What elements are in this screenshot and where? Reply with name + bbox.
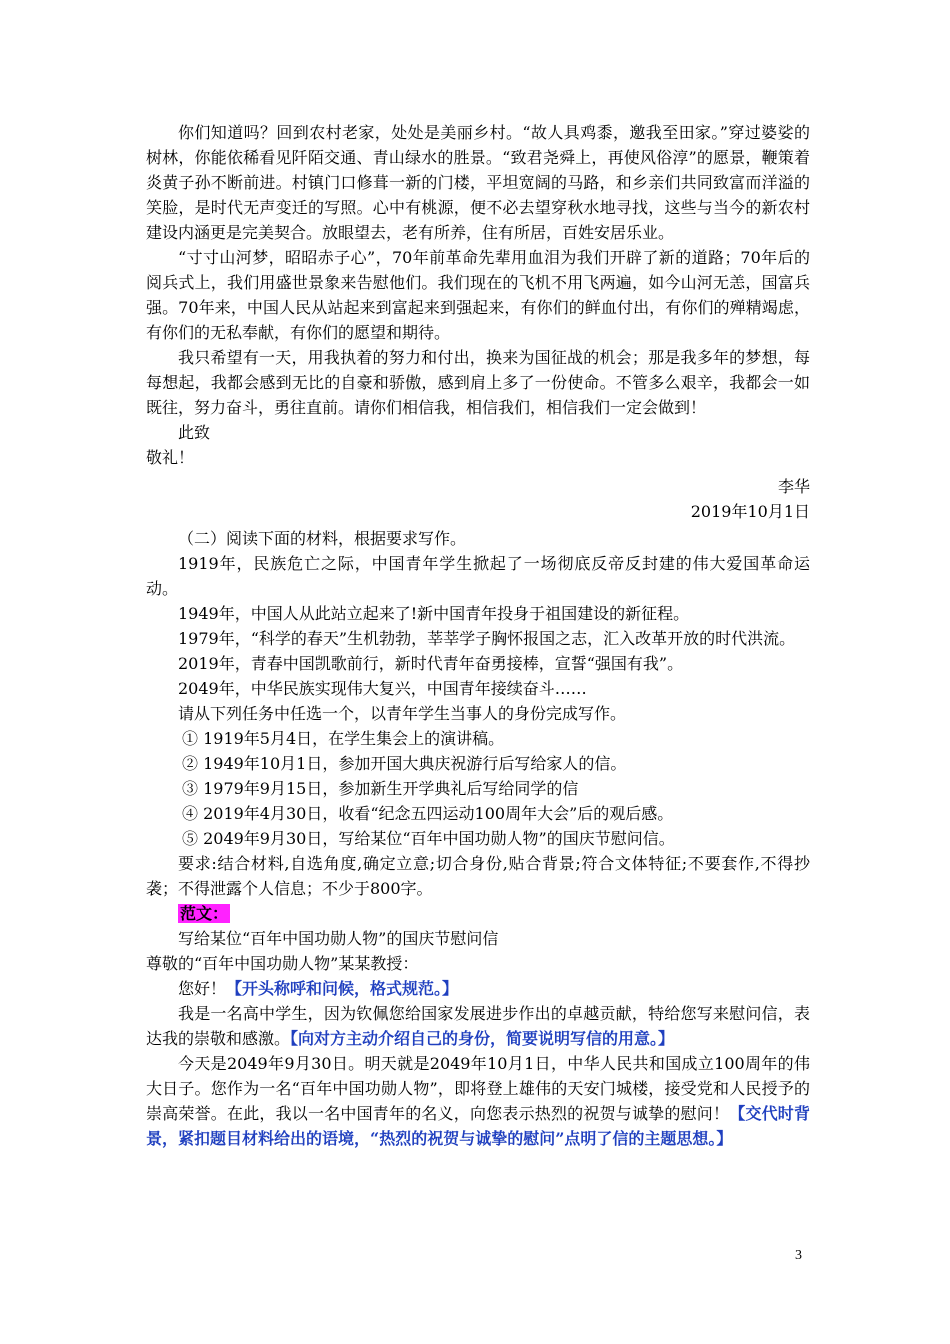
material-1949: 1949年，中国人从此站立起来了!新中国青年投身于祖国建设的新征程。 bbox=[178, 604, 690, 623]
letter-closing-ci-zhi: 此致 bbox=[178, 423, 211, 442]
letter-paragraph-rural: 你们知道吗？回到农村老家，处处是美丽乡村。“故人具鸡黍，邀我至田家。”穿过婆娑的树林，你能依稀看见阡陌交通、青山绿水的胜景。“致君尧舜上，再使风俗淳”的愿景，鞭策着炎黄子孙不断前进。村镇门口修葺一新的门楼，平坦宽阔的马路，和乡亲们共同致富而洋溢的笑脸，是时代无声变迁的写照。心中有桃源，便不必去望穿秋水地寻找，这些与当今的新农村建设内涵更是完美契合。放眼望去，老有所养，住有所居，百姓安居乐业。 bbox=[146, 123, 810, 242]
sample-paragraph-2-note: 【交代时背景，紧扣题目材料给出的语境，“热烈的祝贺与诚挚的慰问”点明了信的主题思想。】 bbox=[146, 1104, 810, 1148]
sample-label: 范文： bbox=[180, 904, 229, 923]
material-1919: 1919年，民族危亡之际，中国青年学生掀起了一场彻底反帝反封建的伟大爱国革命运动。 bbox=[146, 554, 810, 598]
task-option-2: ② 1949年10月1日，参加开国大典庆祝游行后写给家人的信。 bbox=[182, 754, 627, 773]
material-2049: 2049年，中华民族实现伟大复兴，中国青年接续奋斗…… bbox=[178, 679, 587, 698]
sample-paragraph-1-text: 我是一名高中学生，因为钦佩您给国家发展进步作出的卓越贡献，特给您写来慰问信，表达我的崇敬和感激。 bbox=[146, 1004, 810, 1048]
task-option-1: ① 1919年5月4日，在学生集会上的演讲稿。 bbox=[182, 729, 505, 748]
letter-closing-jing-li: 敬礼！ bbox=[146, 448, 195, 467]
letter-paragraph-dream: 我只希望有一天，用我执着的努力和付出，换来为国征战的机会；那是我多年的梦想，每每想起，我都会感到无比的自豪和骄傲，感到肩上多了一份使命。不管多么艰辛，我都会一如既往，努力奋斗，勇往直前。请你们相信我，相信我们，相信我们一定会做到！ bbox=[146, 348, 810, 417]
sample-salutation: 尊敬的“百年中国功勋人物”某某教授： bbox=[146, 954, 419, 973]
material-1979: 1979年，“科学的春天”生机勃勃，莘莘学子胸怀报国之志，汇入改革开放的时代洪流。 bbox=[178, 629, 796, 648]
page-content bbox=[146, 120, 810, 1151]
sample-greeting-line bbox=[146, 976, 810, 1001]
letter-paragraph-history: “寸寸山河梦，昭昭赤子心”，70年前革命先辈用血泪为我们开辟了新的道路；70年后的阅兵式上，我们用盛世景象来告慰他们。我们现在的飞机不用飞两遍，如今山河无恙，国富兵强。70年来，中国人民从站起来到富起来到强起来，有你们的鲜血付出，有你们的殚精竭虑，有你们的无私奉献，有你们的愿望和期待。 bbox=[146, 248, 810, 342]
sample-paragraph-1-note: 【向对方主动介绍自己的身份，简要说明写信的用意。】 bbox=[290, 1029, 675, 1048]
sample-greeting: 您好！ bbox=[178, 979, 227, 998]
sample-paragraph-1 bbox=[146, 1001, 810, 1051]
task-heading: （二）阅读下面的材料，根据要求写作。 bbox=[178, 529, 467, 548]
sample-title: 写给某位“百年中国功勋人物”的国庆节慰问信 bbox=[178, 929, 499, 948]
page-number: 3 bbox=[795, 1248, 802, 1263]
letter-date: 2019年10月1日 bbox=[690, 502, 810, 521]
task-option-4: ④ 2019年4月30日，收看“纪念五四运动100周年大会”后的观后感。 bbox=[182, 804, 674, 823]
task-option-3: ③ 1979年9月15日，参加新生开学典礼后写给同学的信 bbox=[182, 779, 579, 798]
sample-paragraph-2-text: 今天是2049年9月30日。明天就是2049年10月1日，中华人民共和国成立100周年的伟大日子。您作为一名“百年中国功勋人物”，即将登上雄伟的天安门城楼，接受党和人民授予的崇高荣誉。在此，我以一名中国青年的名义，向您表示热烈的祝贺与诚挚的慰问！ bbox=[146, 1054, 810, 1123]
letter-signature: 李华 bbox=[777, 477, 810, 496]
task-instruction: 请从下列任务中任选一个，以青年学生当事人的身份完成写作。 bbox=[178, 704, 627, 723]
sample-greeting-note: 【开头称呼和问候，格式规范。】 bbox=[226, 979, 459, 998]
task-option-5: ⑤ 2049年9月30日，写给某位“百年中国功勋人物”的国庆节慰问信。 bbox=[182, 829, 675, 848]
task-requirements: 要求:结合材料,自选角度,确定立意;切合身份,贴合背景;符合文体特征;不要套作,不得抄袭；不得泄露个人信息；不少于800字。 bbox=[146, 854, 810, 898]
sample-label-line bbox=[146, 901, 810, 926]
material-2019: 2019年，青春中国凯歌前行，新时代青年奋勇接棒，宣誓“强国有我”。 bbox=[178, 654, 684, 673]
sample-paragraph-2 bbox=[146, 1051, 810, 1151]
